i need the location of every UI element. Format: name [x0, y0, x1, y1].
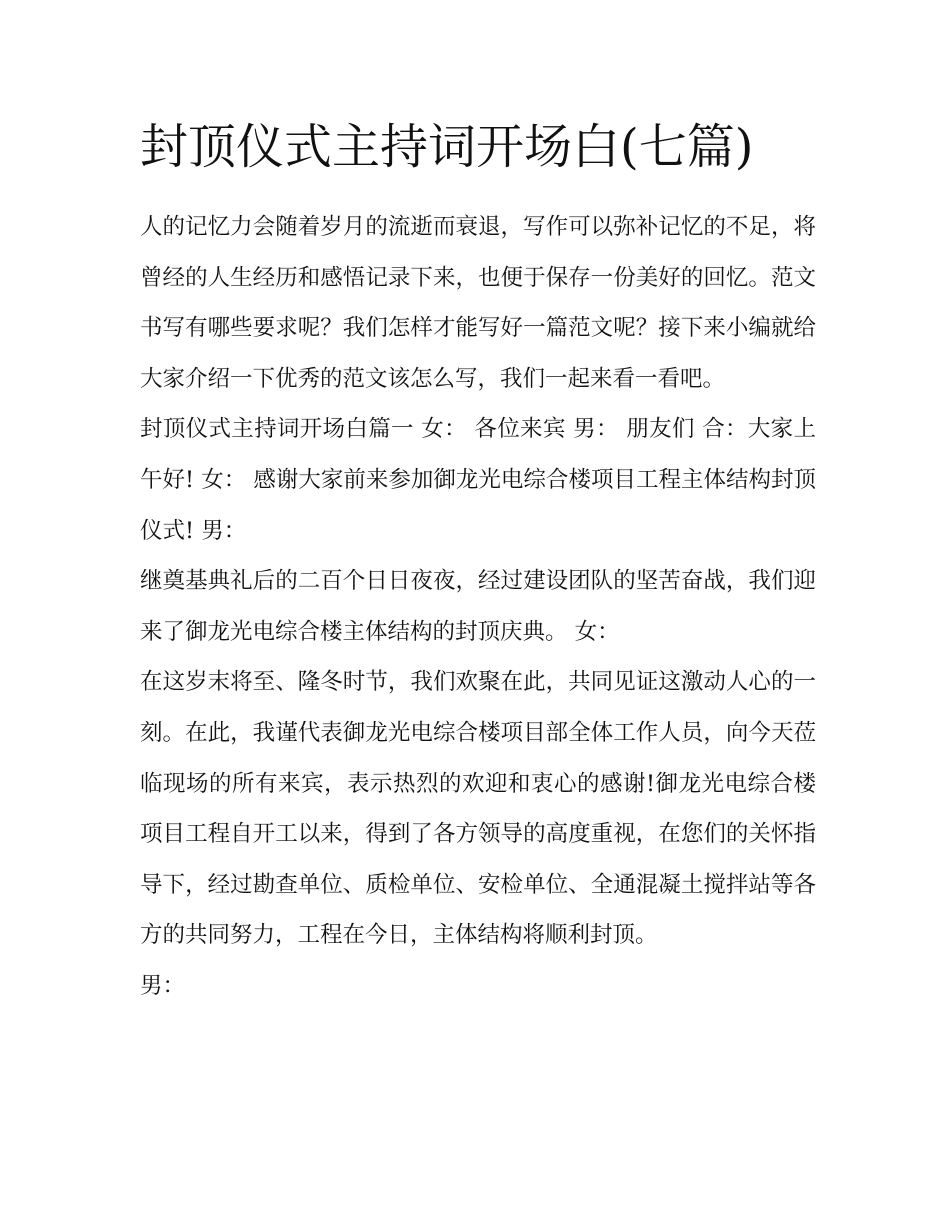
- host-dialogue-paragraph-1: 封顶仪式主持词开场白篇一 女： 各位来宾 男： 朋友们 合：大家上午好! 女： 感谢大家前来参加御龙光电综合楼项目工程主体结构封顶仪式! 男：: [140, 416, 816, 544]
- document-title: 封顶仪式主持词开场白(七篇): [140, 119, 754, 175]
- host-dialogue-paragraph-4: 男：: [140, 972, 186, 999]
- host-dialogue-paragraph-3: 在这岁末将至、隆冬时节，我们欢聚在此，共同见证这激动人心的一刻。在此，我谨代表御龙光电综合楼项目部全体工作人员，向今天莅临现场的所有来宾，表示热烈的欢迎和衷心的感谢!御龙光电综合楼项目工程自开工以来，得到了各方领导的高度重视，在您们的关怀指导下，经过勘查单位、质检单位、安检单位、全通混凝土搅拌站等各方的共同努力，工程在今日，主体结构将顺利封顶。: [140, 669, 816, 949]
- document-body: [140, 202, 816, 1012]
- host-dialogue-paragraph-2: 继奠基典礼后的二百个日日夜夜，经过建设团队的坚苦奋战，我们迎来了御龙光电综合楼主体结构的封顶庆典。 女：: [140, 568, 816, 645]
- intro-paragraph: 人的记忆力会随着岁月的流逝而衰退，写作可以弥补记忆的不足，将曾经的人生经历和感悟记录下来，也便于保存一份美好的回忆。范文书写有哪些要求呢？我们怎样才能写好一篇范文呢？接下来小编就给大家介绍一下优秀的范文该怎么写，我们一起来看一看吧。: [140, 214, 816, 392]
